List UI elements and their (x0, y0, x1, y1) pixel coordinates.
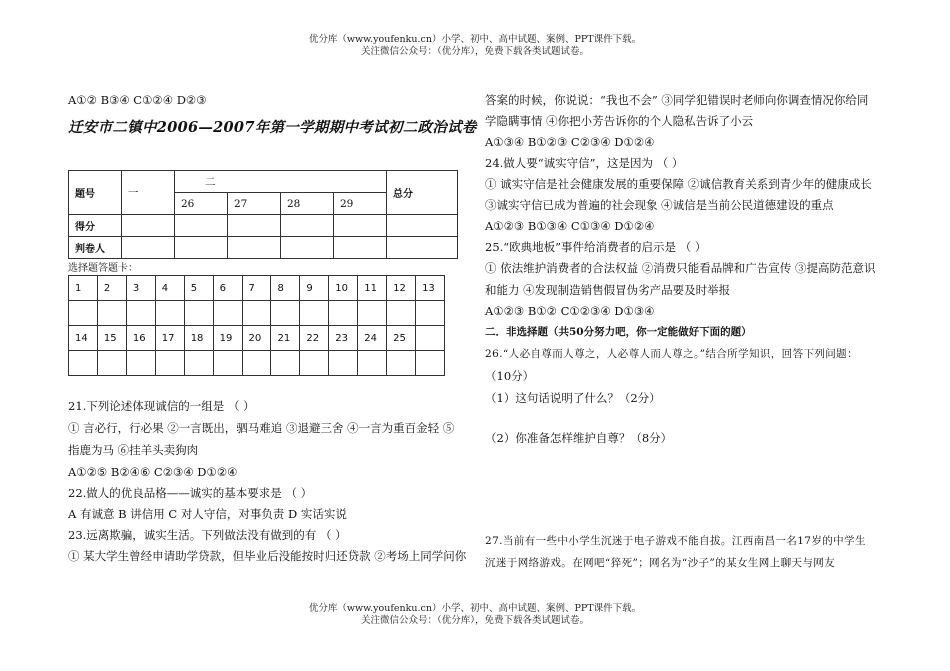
q24: 24.做人要“诚实守信”，这是因为 （ ） (485, 156, 684, 170)
card-row1-answer-cell[interactable] (416, 301, 445, 326)
right-line1: 答案的时候，你说说：“我也不会” ③同学犯错误时老师向你调查情况你给同 (485, 93, 869, 107)
q25-line1: ① 依法维护消费者的合法权益 ②消费只能看品牌和广告宣传 ③提高防范意识 (485, 261, 876, 275)
card-row1-answer-cell[interactable] (213, 301, 242, 326)
card-row1-answer-cell[interactable] (126, 301, 155, 326)
score-cell (175, 215, 228, 237)
card-row2-number-cell (416, 326, 445, 351)
q24-line1: ① 诚实守信是社会健康发展的重要保障 ②诚信教育关系到青少年的健康成长 (485, 177, 872, 191)
q21-line1: ① 言必行，行必果 ②一言既出，驷马难追 ③退避三舍 ④一言为重百金轻 ⑤ (68, 421, 455, 435)
card-row1-answer-cell[interactable] (97, 301, 126, 326)
card-row2-answer-cell[interactable] (213, 351, 242, 376)
card-row2-number-cell: 19 (213, 326, 242, 351)
row-score: 得分 (69, 215, 122, 237)
card-row2-answer-cell[interactable] (271, 351, 300, 376)
card-row1-answer-cell[interactable] (300, 301, 329, 326)
card-row2-answer-cell[interactable] (242, 351, 271, 376)
q25-options: A①②③ B①② C①②③④ D①③④ (485, 304, 655, 318)
card-row2-answer-cell[interactable] (69, 351, 98, 376)
card-row2-number-cell: 17 (155, 326, 184, 351)
card-row1-answer-cell[interactable] (184, 301, 213, 326)
q26-part1: （1）这句话说明了什么？（2分） (485, 391, 661, 405)
sub-26: 26 (175, 193, 228, 215)
card-row1-number-cell: 5 (184, 276, 213, 301)
card-row2-number-cell: 14 (69, 326, 98, 351)
card-row1-number-cell: 11 (358, 276, 387, 301)
footer-line-2: 关注微信公众号：（优分库），免费下载各类试题试卷。 (360, 615, 589, 626)
card-row1-answer-cell[interactable] (69, 301, 98, 326)
grader-cell (334, 237, 387, 259)
card-row1-number-cell: 9 (300, 276, 329, 301)
header-line-2: 关注微信公众号：（优分库），免费下载各类试题试卷。 (360, 46, 589, 57)
card-row2-number-cell: 18 (184, 326, 213, 351)
card-row2-answer-cell[interactable] (155, 351, 184, 376)
card-row1-number-cell: 3 (126, 276, 155, 301)
row-grader: 判卷人 (69, 237, 122, 259)
right-line3: A①③④ B①②③ C②③④ D①②④ (485, 135, 655, 149)
header-total: 总分 (387, 171, 458, 215)
card-row2-answer-cell[interactable] (416, 351, 445, 376)
header-tihao: 题号 (69, 171, 122, 215)
card-row1-number-cell: 6 (213, 276, 242, 301)
q26-part2: （2）你准备怎样维护自尊？（8分） (485, 431, 673, 445)
q27-line2: 沉迷于网络游戏。在网吧“猝死”；网名为“沙子”的某女生网上聊天与网友 (485, 557, 836, 569)
score-cell (387, 215, 458, 237)
sub-27: 27 (228, 193, 281, 215)
card-row1-answer-cell[interactable] (155, 301, 184, 326)
score-cell (334, 215, 387, 237)
exam-title: 迁安市二镇中2006—2007年第一学期期中考试初二政治试卷 (68, 119, 477, 136)
card-row1-number-cell: 4 (155, 276, 184, 301)
card-row2-answer-cell[interactable] (300, 351, 329, 376)
answer-card-table (68, 275, 445, 376)
card-row2-answer-cell[interactable] (329, 351, 358, 376)
card-row2-answer-cell[interactable] (358, 351, 387, 376)
header-one: 一 (122, 171, 175, 215)
card-row1-number-cell: 13 (416, 276, 445, 301)
card-row1-number-cell: 7 (242, 276, 271, 301)
card-row2-number-cell: 21 (271, 326, 300, 351)
section-2-heading: 二．非选择题（共50分努力吧，你一定能做好下面的题） (485, 326, 752, 338)
footer-line-1: 优分库（www.youfenku.cn）小学、初中、高中试题、案例、PPT课件下载。 (308, 603, 642, 614)
sub-28: 28 (281, 193, 334, 215)
card-row1-answer-cell[interactable] (242, 301, 271, 326)
grader-cell (228, 237, 281, 259)
card-row2-number-cell: 20 (242, 326, 271, 351)
card-row1-number-cell: 8 (271, 276, 300, 301)
grader-cell (281, 237, 334, 259)
card-row2-answer-cell[interactable] (184, 351, 213, 376)
card-row1-number-cell: 10 (329, 276, 358, 301)
card-row1-number-cell: 12 (387, 276, 416, 301)
sub-29: 29 (334, 193, 387, 215)
card-row1-answer-cell[interactable] (358, 301, 387, 326)
q23: 23.远离欺骗，诚实生活。下列做法没有做到的有 （ ） (68, 528, 347, 542)
card-row1-answer-cell[interactable] (387, 301, 416, 326)
grader-cell (122, 237, 175, 259)
card-row1-number-cell: 2 (97, 276, 126, 301)
q26-points: （10分） (485, 369, 535, 383)
card-row2-number-cell: 23 (329, 326, 358, 351)
card-row2-answer-cell[interactable] (387, 351, 416, 376)
card-row1-number-cell: 1 (69, 276, 98, 301)
answer-card-label: 选择题答题卡： (68, 263, 138, 274)
q25-line2: 和能力 ④发现制造销售假冒伪劣产品要及时举报 (485, 283, 731, 297)
q26: 26.“人必自尊而人尊之，人必尊人而人尊之。”结合所学知识，回答下列问题： (485, 348, 858, 360)
q22-options: A 有诚意 B 讲信用 C 对人守信，对事负责 D 实话实说 (68, 507, 347, 521)
grader-cell (387, 237, 458, 259)
header-two: 二 (175, 171, 387, 193)
card-row2-answer-cell[interactable] (126, 351, 155, 376)
grader-cell (175, 237, 228, 259)
score-cell (122, 215, 175, 237)
card-row1-answer-cell[interactable] (329, 301, 358, 326)
card-row2-number-cell: 15 (97, 326, 126, 351)
header-line-1: 优分库（www.youfenku.cn）小学、初中、高中试题、案例、PPT课件下载。 (308, 34, 642, 45)
card-row2-number-cell: 22 (300, 326, 329, 351)
card-row2-number-cell: 25 (387, 326, 416, 351)
card-row2-number-cell: 16 (126, 326, 155, 351)
score-cell (228, 215, 281, 237)
q21: 21.下列论述体现诚信的一组是 （ ） (68, 399, 255, 413)
q21-line2: 指鹿为马 ⑥挂羊头卖狗肉 (68, 443, 199, 457)
q25: 25.“欧典地板”事件给消费者的启示是 （ ） (485, 240, 707, 254)
card-row2-number-cell: 24 (358, 326, 387, 351)
q24-options: A①②③ B①③④ C①③④ D①②④ (485, 219, 655, 233)
card-row1-answer-cell[interactable] (271, 301, 300, 326)
top-options: A①② B③④ C①②④ D②③ (68, 93, 207, 107)
q22: 22.做人的优良品格——诚实的基本要求是 （ ） (68, 486, 313, 500)
q27-line1: 27.当前有一些中小学生沉迷于电子游戏不能自拔。江西南昌一名17岁的中学生 (485, 535, 866, 547)
q23-line1: ① 某大学生曾经申请助学贷款，但毕业后没能按时归还贷款 ②考场上同学问你 (68, 549, 467, 563)
q21-options: A①②⑤ B②④⑥ C②③④ D①②④ (68, 465, 238, 479)
q24-line2: ③诚实守信已成为普遍的社会现象 ④诚信是当前公民道德建设的重点 (485, 198, 834, 212)
score-cell (281, 215, 334, 237)
right-line2: 学隐瞒事情 ④你把小芳告诉你的个人隐私告诉了小云 (485, 114, 754, 128)
card-row2-answer-cell[interactable] (97, 351, 126, 376)
score-table (68, 170, 458, 259)
